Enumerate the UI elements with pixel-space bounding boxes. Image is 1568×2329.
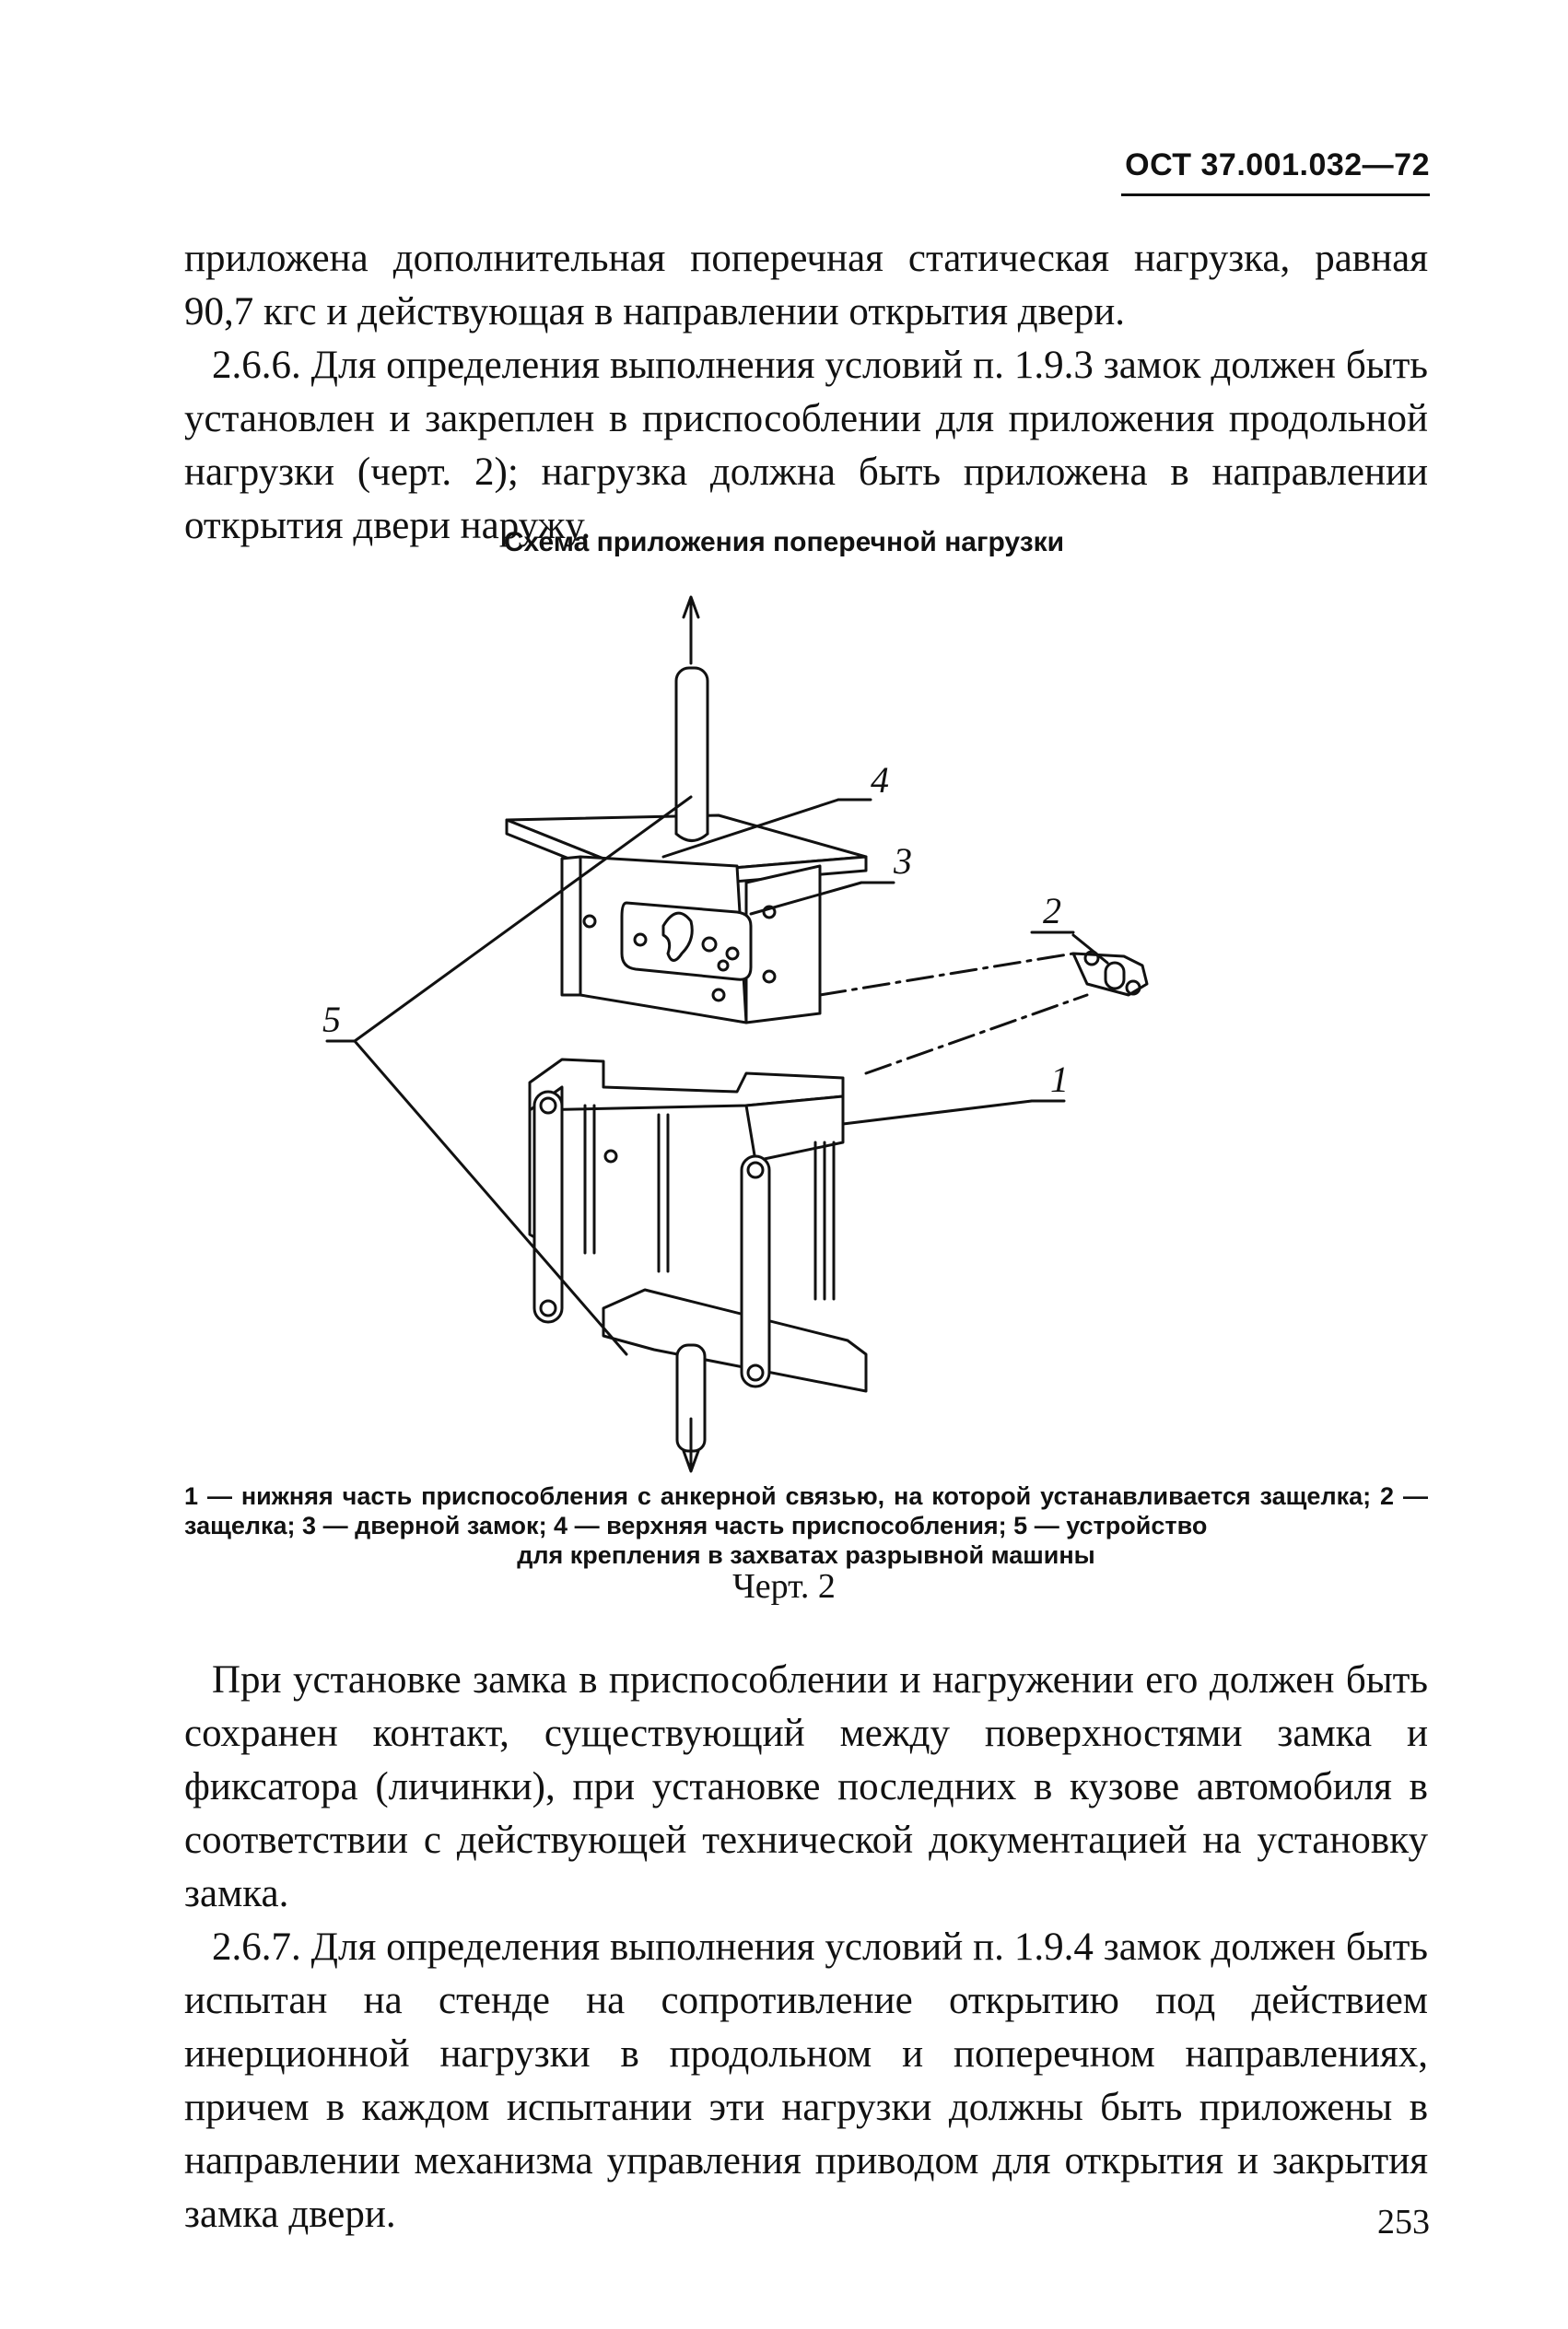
label-2: 2 bbox=[1043, 890, 1061, 931]
figure-number: Черт. 2 bbox=[732, 1567, 836, 1606]
label-3: 3 bbox=[894, 840, 912, 882]
paragraph-continued: приложена дополнительная поперечная статическая нагрузка, равная 90,7 кгс и действующая в направлении открытия двери. bbox=[184, 237, 1428, 334]
link-left bbox=[534, 1092, 562, 1322]
header-rule bbox=[1121, 193, 1430, 196]
lower-fixture-end-block bbox=[746, 1096, 843, 1161]
document-code: ОСТ 37.001.032—72 bbox=[1125, 147, 1430, 182]
label-5: 5 bbox=[322, 999, 341, 1040]
door-lock bbox=[622, 903, 751, 979]
caption-line-2: для крепления в захватах разрывной машины bbox=[517, 1541, 1095, 1569]
label-4: 4 bbox=[871, 759, 889, 801]
lock-bracket-side bbox=[746, 866, 820, 1023]
paragraph-2-6-7: 2.6.7. Для определения выполнения условий п. 1.9.4 замок должен быть испытан на стенде на сопротивление открытию под действием инерционной нагрузки в продольном и поперечном направлениях, причем в каждом испытании эти нагрузки должны быть приложены в направлении механизма управления приводом для открытия и закрытия замка двери. bbox=[184, 1925, 1428, 2236]
paragraph-installation: При установке замка в приспособлении и нагружении его должен быть сохранен контакт, существующий между поверхностями замка и фиксатора (личинки), при установке последних в кузове автомобиля в соответствии с действующей технической документацией на установку замка. bbox=[184, 1658, 1428, 1915]
figure-caption bbox=[184, 1481, 1428, 1570]
paragraph-2-6-6: 2.6.6. Для определения выполнения условий п. 1.9.3 замок должен быть установлен и закреплен в приспособлении для приложения продольной нагрузки (черт. 2); нагрузка должна быть приложена в направлении открытия двери наружу. bbox=[184, 344, 1428, 547]
lock-test-fixture-diagram bbox=[322, 590, 1465, 1474]
lower-fixture-bottom-bar bbox=[603, 1290, 866, 1391]
label-1: 1 bbox=[1050, 1059, 1069, 1100]
link-right bbox=[742, 1156, 769, 1387]
page-number: 253 bbox=[1377, 2203, 1430, 2241]
figure-title: Схема приложения поперечной нагрузки bbox=[503, 527, 1065, 557]
caption-line-1: 1 — нижняя часть приспособления с анкерной связью, на которой устанавливается защелка; 2 — защелка; 3 — дверной замок; 4 — верхняя часть приспособления; 5 — устройство bbox=[184, 1482, 1428, 1539]
